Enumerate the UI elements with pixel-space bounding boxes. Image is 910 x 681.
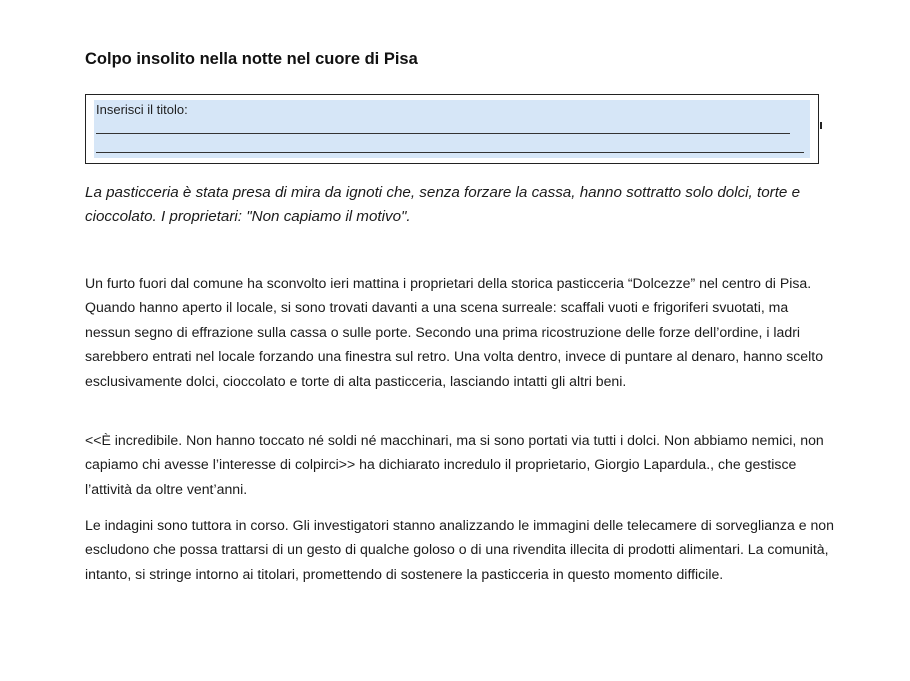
- article-paragraph: Un furto fuori dal comune ha sconvolto ieri mattina i proprietari della storica pasticceria “Dolcezze” nel centro di Pisa. Quando hanno aperto il locale, si sono trovati davanti a una scena surreale: scaffali vuoti e frigoriferi svuotati, ma nessun segno di effrazione sulla cassa o sulle porte. Secondo una prima ricostruzione delle forze dell’ordine, i ladri sarebbero entrati nel locale forzando una finestra sul retro. Una volta dentro, invece di puntare al denaro, hanno scelto esclusivamente dolci, cioccolato e torte di alta pasticceria, lasciando intatti gli altri beni.: [85, 275, 824, 389]
- title-field-highlight[interactable]: [94, 100, 810, 158]
- title-input-box[interactable]: [85, 94, 819, 164]
- article-paragraph: Le indagini sono tuttora in corso. Gli investigatori stanno analizzando le immagini delle telecamere di sorveglianza e non escludono che possa trattarsi di un gesto di qualche goloso o di una rivendita illecita di prodotti alimentari. La comunità, intanto, si stringe intorno ai titolari, promettendo di sostenere la pasticceria in questo momento difficile.: [85, 517, 834, 582]
- title-blank-line[interactable]: [96, 133, 790, 134]
- article-lead: La pasticceria è stata presa di mira da ignoti che, senza forzare la cassa, hanno sottratto solo dolci, torte e cioccolato. I proprietari: "Non capiamo il motivo".: [85, 184, 801, 225]
- title-field-label: Inserisci il titolo:: [96, 102, 188, 117]
- text-box-handle[interactable]: [820, 122, 822, 129]
- title-blank-line[interactable]: [96, 152, 804, 153]
- article-paragraph: <<È incredibile. Non hanno toccato né soldi né macchinari, ma si sono portati via tutti i dolci. Non abbiamo nemici, non capiamo chi avesse l’interesse di colpirci>> ha dichiarato incredulo il proprietario, Giorgio Lapardula., che gestisce l’attività da oltre vent’anni.: [85, 432, 824, 497]
- article-headline: Colpo insolito nella notte nel cuore di Pisa: [85, 50, 418, 68]
